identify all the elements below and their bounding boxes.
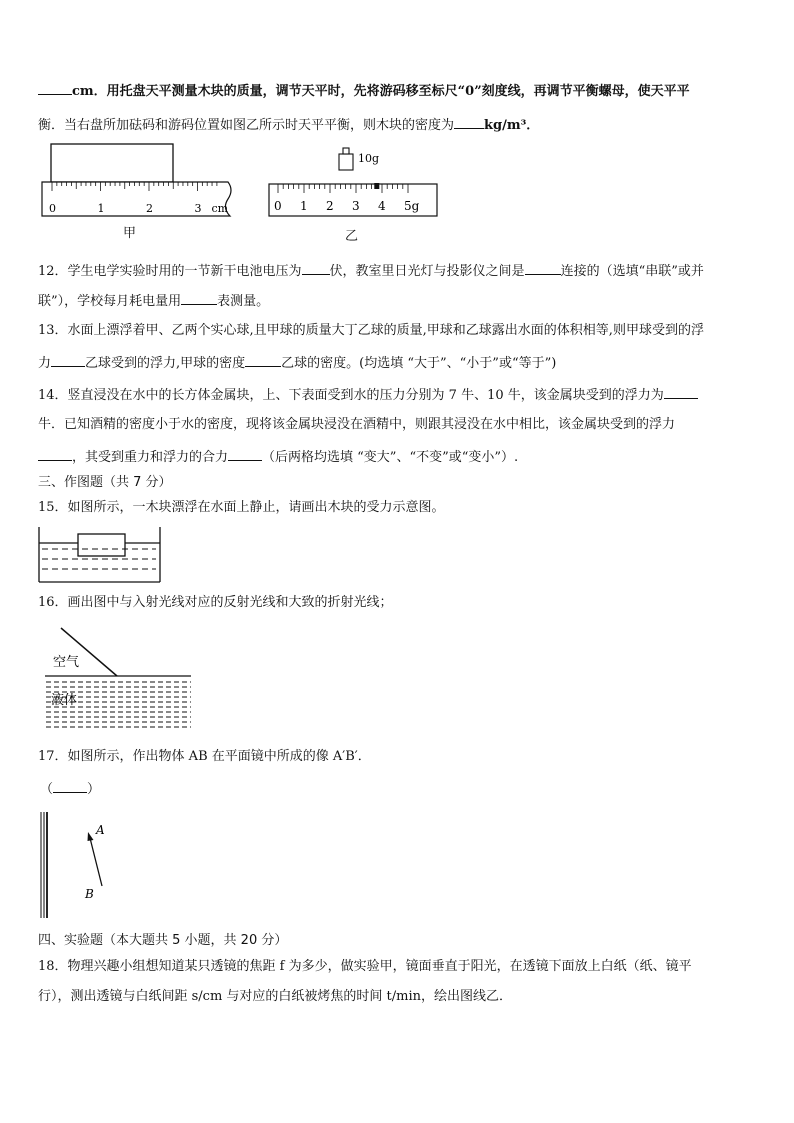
q12-text-c: 连接的（选填“串联”或并 xyxy=(560,264,704,279)
q12-text-e: 表测量。 xyxy=(217,294,270,309)
rider-marker xyxy=(374,183,379,189)
answer-blank[interactable] xyxy=(38,80,72,95)
q12-text-d: 联”），学校每月耗电量用 xyxy=(38,294,182,309)
q18-line2: 行），测出透镜与白纸间距 s/cm 与对应的白纸被烤焦的时间 t/min，绘出图线乙． xyxy=(38,989,513,1004)
ruler-tick-label: cm xyxy=(211,202,229,215)
mirror-svg xyxy=(38,810,118,920)
q14-text-b: 牛．已知酒精的密度小于水的密度，现将该金属块浸没在酒精中，则跟其浸没在水中相比，该金属块受到的浮力 xyxy=(38,417,676,432)
q12-text-a: 12．学生电学实验时用的一节新干电池电压为 xyxy=(38,264,302,279)
answer-blank[interactable] xyxy=(51,352,85,367)
q18-line1: 18．物理兴趣小组想知道某只透镜的焦距 f 为多少，做实验甲，镜面垂直于阳光，在透镜下面放上白纸（纸、镜平 xyxy=(38,959,692,974)
figure-jia-ruler xyxy=(40,144,240,219)
scale-yi-svg xyxy=(266,142,441,222)
q14-text-d: （后两格均选填 “变大”、“不变”或“变小”）. xyxy=(262,450,519,465)
answer-blank[interactable] xyxy=(525,260,561,275)
q13-text-d: 乙球的密度。(均选填 “大于”、“小于”或“等于”) xyxy=(281,356,557,371)
answer-blank[interactable] xyxy=(302,260,330,275)
scale-tick-label: 3 xyxy=(352,199,360,213)
label-liquid: 液体 xyxy=(51,693,78,708)
answer-blank[interactable] xyxy=(38,446,72,461)
q11-line1 xyxy=(38,80,690,102)
q13-text-c: 乙球受到的浮力,甲球的密度 xyxy=(85,356,246,371)
figure-jia-caption: 甲 xyxy=(123,226,137,241)
q13-text-b: 力 xyxy=(38,356,52,371)
ruler-tick-label: 3 xyxy=(194,202,202,215)
label-b: B xyxy=(85,887,94,901)
answer-blank[interactable] xyxy=(454,114,484,129)
q16-text: 16．画出图中与入射光线对应的反射光线和大致的折射光线； xyxy=(38,595,393,610)
q14-line1 xyxy=(38,384,698,406)
scale-tick-label: 4 xyxy=(378,199,386,213)
section-heading-4: 四、实验题（本大题共 5 小题，共 20 分） xyxy=(38,933,288,948)
ruler-tick-label: 0 xyxy=(49,202,56,215)
q14-text-c: ，其受到重力和浮力的合力 xyxy=(72,450,229,465)
answer-blank[interactable] xyxy=(228,446,262,461)
q13-line1 xyxy=(38,321,704,341)
figure-q15-wood-floating xyxy=(38,525,162,585)
ruler-tick-label: 1 xyxy=(97,202,105,215)
paren-open: （ xyxy=(40,782,54,797)
answer-blank[interactable] xyxy=(664,384,698,399)
q17-text: 17．如图所示，作出物体 AB 在平面镜中所成的像 A′B′． xyxy=(38,749,371,764)
figure-yi-balance-scale xyxy=(266,142,441,222)
container-water-svg xyxy=(38,525,162,585)
mirror-hatch xyxy=(41,812,47,918)
weight-body xyxy=(339,154,353,170)
q11-line1-text: cm．用托盘天平测量木块的质量，调节天平时，先将游码移至标尺“0”刻度线，再调节平衡螺母，使天平平 xyxy=(72,84,690,99)
q13-text-a: 13．水面上漂浮着甲、乙两个实心球,且甲球的质量大丁乙球的质量,甲球和乙球露出水面的体积相等,则甲球受到的浮 xyxy=(38,323,704,338)
scale-tick-label: 0 xyxy=(274,199,282,213)
figure-q16-light-refraction xyxy=(45,625,195,735)
q14-line2 xyxy=(38,415,675,435)
scale-tick-label: 2 xyxy=(326,199,334,213)
weight-knob xyxy=(343,148,349,154)
q13-line2 xyxy=(38,352,556,374)
q11-line2 xyxy=(38,114,539,136)
paren-close: ） xyxy=(87,782,101,797)
q17-answer-paren xyxy=(40,778,100,800)
q14-text-a: 14．竖直浸没在水中的长方体金属块，上、下表面受到水的压力分别为 7 牛、10 牛，该金属块受到的浮力为 xyxy=(38,388,664,403)
q11-line2-text: 衡．当右盘所加砝码和游码位置如图乙所示时天平平衡，则木块的密度为 xyxy=(38,118,455,133)
section-heading-3: 三、作图题（共 7 分） xyxy=(38,475,172,490)
ruler-tick-label: 2 xyxy=(146,202,153,215)
label-a: A xyxy=(96,823,105,837)
q12-line1 xyxy=(38,260,704,282)
wood-block xyxy=(51,144,173,182)
ruler-jia-svg xyxy=(40,144,240,219)
q14-line3 xyxy=(38,446,518,468)
refraction-svg xyxy=(45,625,195,735)
q12-line2 xyxy=(38,290,269,312)
scale-tick-label: 1 xyxy=(300,199,308,213)
answer-blank[interactable] xyxy=(181,290,217,305)
figure-yi-caption: 乙 xyxy=(345,229,359,244)
answer-blank[interactable] xyxy=(53,778,87,793)
answer-blank[interactable] xyxy=(245,352,281,367)
scale-tick-label: 5g xyxy=(404,199,420,213)
q12-text-b: 伏，教室里日光灯与投影仪之间是 xyxy=(329,264,525,279)
label-air: 空气 xyxy=(53,655,80,670)
weight-label: 10g xyxy=(358,152,380,165)
figure-q17-plane-mirror xyxy=(38,810,118,920)
q11-unit: kg/m³． xyxy=(484,118,540,133)
q15-text: 15．如图所示，一木块漂浮在水面上静止，请画出木块的受力示意图。 xyxy=(38,500,445,515)
ruler-body xyxy=(42,182,231,216)
